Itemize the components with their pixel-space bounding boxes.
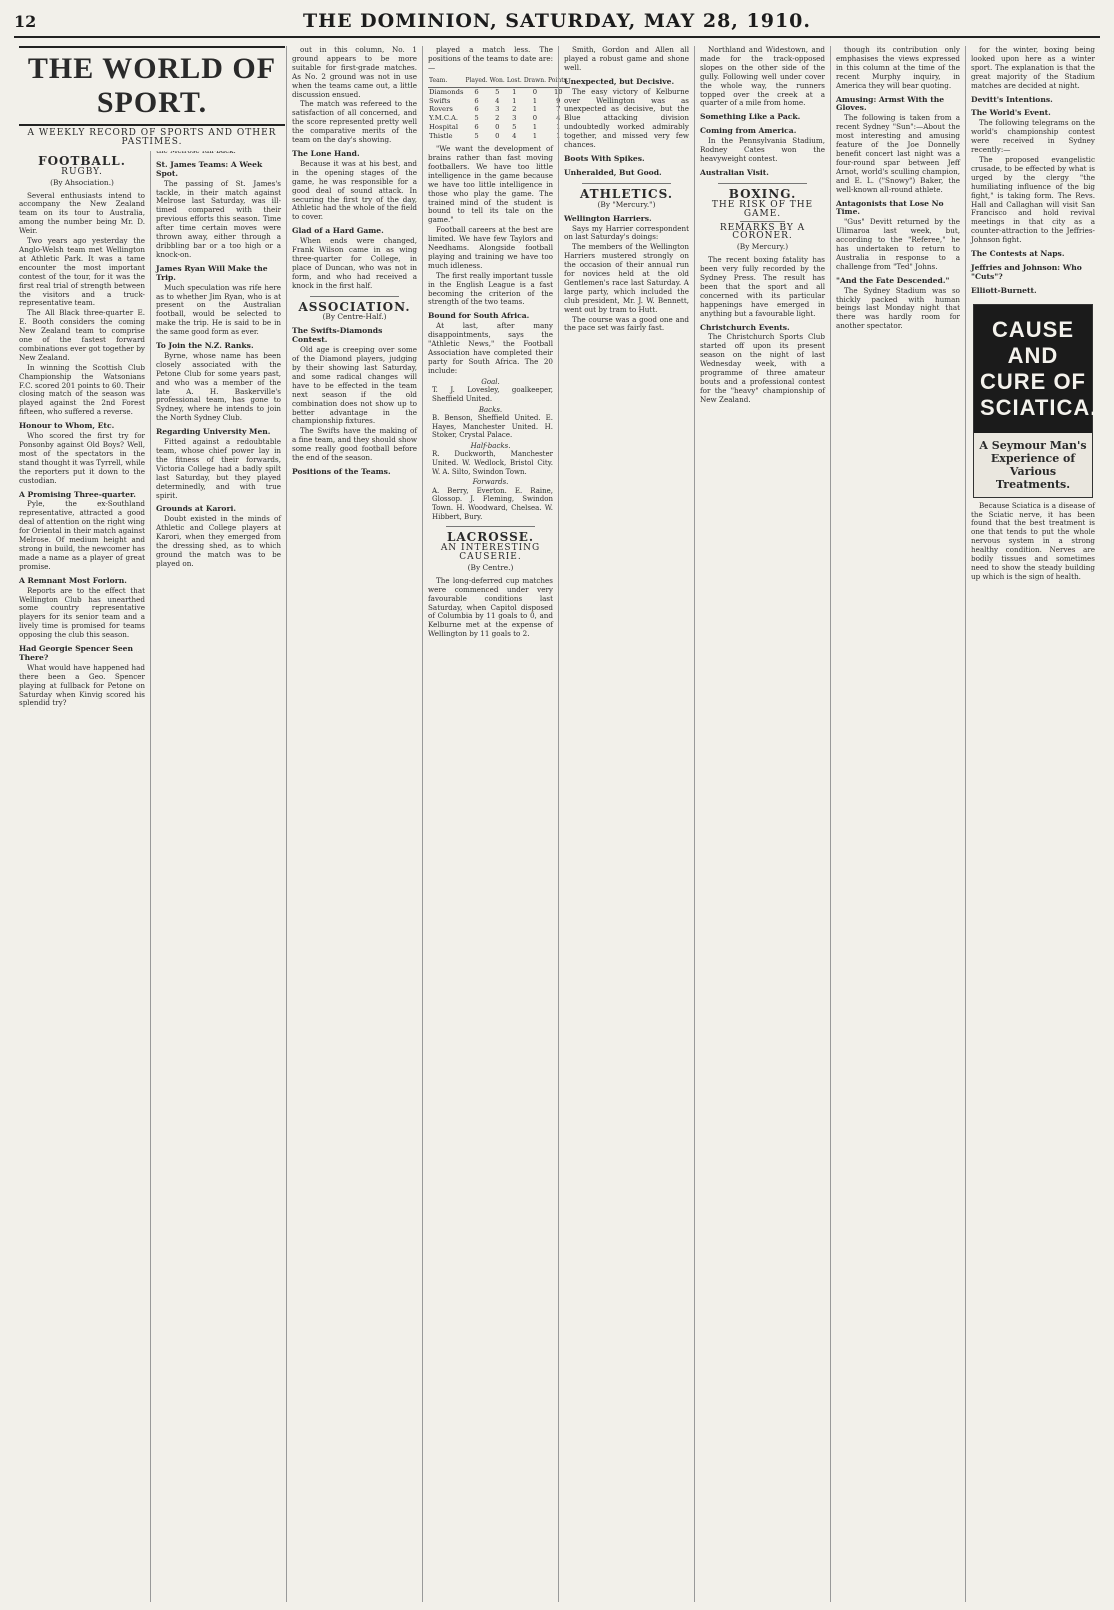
boxing-subheading-2: REMARKS BY A CORONER. (719, 222, 806, 242)
subhead-honour: Honour to Whom, Etc. (19, 421, 115, 431)
lacrosse-para: The long-deferred cup matches were commenced under very favourable conditions last Saturday, when Capitol disposed of Columbia by 11 goals to 0, and Kelburne met at the expense of Wellington by 11 goals to 2. (428, 575, 553, 639)
team-pos-goal: Goal. (481, 377, 500, 386)
team-names-halfbacks: R. Duckworth, Manchester United. W. Wedlock, Bristol City. W. A. Silto, Swindon Town. (432, 450, 553, 476)
col2-para-6: Doubt existed in the minds of Athletic and College players at Karori, when they emerged from the dressing shed, as to which ground the match was to be played on. (156, 514, 281, 568)
table-cell: 3 (512, 114, 517, 123)
table-cell: 9 (556, 96, 561, 105)
col7-body-extra: The following is taken from a recent Sydney "Sun":—About the most interesting and amusing feature of the Joe Donnelly benefit concert last night was a four-round spar between Jeff Arnot, world's sculling champion, and E. L. ("Snowy") Baker, the well-known all-round athlete. (836, 113, 960, 194)
subhead-swifts-diamonds: The Swifts-Diamonds Contest. (292, 326, 383, 345)
table-cell: 0 (532, 114, 538, 123)
col4-para-2: Football careers at the best are limited. We have few Taylors and Needhams. Alongside football playing and training we have too much idleness. (428, 225, 553, 270)
athletics-para-1: Says my Harrier correspondent on last Saturday's doings: (564, 223, 689, 242)
col5-para-1: Smith, Gordon and Allen all played a robust game and shone well. (564, 45, 689, 72)
col8-para-1: for the winter, boxing being looked upon here as a winter sport. The explanation is that the great majority of the Stadium matches are decided at night. (971, 45, 1095, 90)
football-sub-para-4: What would have happened had there been a Geo. Spencer playing at fullback for Petone on Saturday when Kinvig scored his splendid try? (19, 662, 145, 708)
col3-para-2: The match was refereed to the satisfaction of all concerned, and the score represented pretty well the comparative merits of the team on the day's showing. (292, 99, 417, 145)
football-sub-para-2: Pyle, the ex-Southland representative, attracted a good deal of attention on the right wing for Oriental in their match against Melrose. Of medium height and strong in build, the newcomer has made a name as a player of great promise. (19, 499, 145, 571)
table-cell: 5 (512, 123, 517, 132)
team-list (428, 378, 553, 522)
subhead-boots: Boots With Spikes. (564, 153, 645, 163)
standings-header-team: Team. (428, 76, 464, 87)
subhead-devitt: Devitt's Intentions. (971, 94, 1053, 104)
rugby-subheading: RUGBY. (61, 166, 103, 177)
subhead-unheralded: Unheralded, But Good. (564, 167, 662, 177)
col2-para-3: Much speculation was rife here as to whether Jim Ryan, who is at present on the Australian football, would be selected to make the trip. He is said to be in the same good form as ever. (156, 282, 281, 337)
subhead-australian-visit: Australian Visit. (700, 167, 769, 177)
sciatica-advertisement (973, 304, 1098, 498)
ad-title: CAUSE AND CURE OF SCIATICA. (974, 305, 1092, 433)
table-row (428, 114, 570, 123)
subhead-pack: Something Like a Pack. (700, 112, 801, 122)
table-cell: 5 (474, 132, 479, 141)
standings-header-drawn: Drawn. (523, 76, 547, 87)
subhead-spencer: Had Georgie Spencer Seen There? (19, 644, 134, 662)
subhead-jeffries: Jeffries and Johnson: Who "Cuts"? (971, 262, 1082, 281)
boxing-para: The recent boxing fatality has been very fully recorded by the Sydney Press. The result has been that the sport and all concerned with its particular happenings have emerged in anything but a favourable light. (700, 255, 825, 318)
team-pos-backs: Backs. (478, 405, 503, 414)
table-cell: 6 (474, 87, 479, 96)
column-3 (286, 46, 422, 1602)
association-para-1: Old age is creeping over some of the Diamond players, judging by their showing last Saturday, and some radical changes will have to be effected in the team next season if the old combination does not show up to better advantage in the championship fixtures. (292, 345, 417, 426)
table-cell: 3 (495, 105, 500, 114)
table-cell: 6 (474, 96, 479, 105)
col3-para-4: When ends were changed, Frank Wilson came in as wing three-quarter for College, in place of Duncan, who was not in form, and who had received a knock in the first half. (292, 236, 417, 290)
col4-team-intro: At last, after many disappointments, says the "Athletic News," the Football Association have completed their party for South Africa. The 20 include: (428, 321, 553, 375)
subhead-karori: Grounds at Karori. (156, 504, 237, 514)
feature-title: THE WORLD OF SPORT. (19, 46, 285, 126)
table-cell: Rovers (429, 105, 453, 114)
standings-header-won: Won. (489, 76, 506, 87)
subhead-ryan: James Ryan Will Make the Trip. (156, 263, 268, 282)
table-cell: 0 (495, 123, 500, 132)
team-names-forwards: A. Berry, Everton. E. Raine, Glossop. J. Fleming, Swindon Town. H. Woodward, Chelsea. W. Hibbert, Bury. (432, 486, 553, 521)
ad-subtitle: A Seymour Man's Experience of Various Treatments. (979, 438, 1087, 491)
column-6 (694, 46, 830, 1602)
col7-fate-para: The Sydney Stadium was so thickly packed with human beings last Monday night that there was hardly room for another spectator. (836, 285, 960, 331)
table-row (428, 105, 570, 114)
col7-para-1: though its contribution only emphasises the views expressed in this column at the time of the recent Murphy inquiry, in America they will bear quoting. (836, 45, 960, 90)
table-row (428, 123, 570, 132)
table-cell: 0 (532, 87, 538, 96)
col6-para-1: Northland and Widestown, and made for the track-opposed slopes on the other side of the gully. Following well under cover the whole way, the runners topped over the creek at a quarter of a mile from home. (700, 45, 825, 108)
feature-subtitle: A WEEKLY RECORD OF SPORTS AND OTHER PASTIMES. (19, 126, 285, 151)
col4-para-3: The first really important tussle in the English League is a fast becoming the criterion of the strength of the two teams. (428, 270, 553, 307)
table-cell: Y.M.C.A. (429, 114, 459, 123)
table-cell: 6 (474, 105, 479, 114)
football-heading: FOOTBALL. (38, 153, 126, 168)
table-cell: 1 (556, 132, 561, 141)
table-cell: 5 (495, 87, 500, 96)
team-names-goal: T. J. Lovesley, goalkeeper, Sheffield United. (432, 386, 553, 403)
col2-para-5: Fitted against a redoubtable team, whose chief power lay in the fitness of their forwards, Victoria College had a badly spilt last Saturday, but they played determinedly, and with true spirit. (156, 437, 281, 500)
team-pos-forwards: Forwards. (472, 478, 509, 487)
table-row (428, 97, 570, 106)
table-row (428, 87, 570, 96)
page-header (14, 6, 1100, 38)
subhead-christchurch: Christchurch Events. (700, 322, 790, 332)
boxing-byline: (By Mercury.) (736, 242, 789, 252)
table-cell: 1 (532, 123, 538, 132)
section-rule (310, 296, 399, 297)
standings-header-played: Played. (464, 76, 488, 87)
ad-para: Because Sciatica is a disease of the Sciatic nerve, it has been found that the best treatment is one that tends to put the whole nervous system in a strong healthy condition. Nerves are bodily tissues and sometimes need to show the steady building up which is the sign of health. (971, 500, 1095, 581)
newspaper-columns (14, 46, 1100, 1602)
page-number: 12 (14, 11, 37, 31)
football-byline: (By Ahsociation.) (50, 177, 114, 187)
table-cell: 6 (474, 123, 479, 132)
team-names-backs: B. Benson, Sheffield United. E. Hayes, Manchester United. H. Stoker, Crystal Palace. (432, 414, 553, 440)
table-row (428, 132, 570, 141)
athletics-para-3: The course was a good one and the pace set was fairly fast. (564, 314, 689, 333)
table-cell: 1 (512, 87, 517, 96)
table-cell: 7 (556, 105, 561, 114)
table-cell: 1 (512, 96, 517, 105)
standings-header-points: Points. (547, 76, 570, 87)
col8-body-extra: The proposed evangelistic crusade, to be effected by what is urged by the clergy "the humiliating influence of the big fight," is taking form. The Revs. Hall and Callaghan will visit San Francisco and hold revival meetings in that city as a counter-attraction to the Jeffries-Johnson fight. (971, 154, 1095, 245)
boxing-subheading: THE RISK OF THE GAME. (711, 199, 814, 219)
standings-header-lost: Lost. (506, 76, 523, 87)
table-cell: Thistle (429, 132, 453, 141)
football-sub-para-1: Who scored the first try for Ponsonby against Old Boys? Well, most of the spectators in the stand thought it was Tyrrell, while the reporters put it down to the custodian. (19, 431, 145, 485)
standings-header-row (428, 76, 570, 87)
col8-para-2: The following telegrams on the world's championship contest were received in Sydney recently:— (971, 118, 1095, 155)
subhead-remnant: A Remnant Most Forlorn. (19, 575, 127, 585)
athletics-heading: ATHLETICS. (579, 186, 673, 201)
column-4 (422, 45, 569, 1602)
column-8 (965, 46, 1100, 1602)
table-cell: Hospital (429, 123, 458, 132)
col6-para-2: In the Pennsylvania Stadium, Rodney Cates won the heavyweight contest. (700, 136, 825, 163)
subhead-elliott: Elliott-Burnett. (971, 285, 1037, 295)
column-5 (558, 46, 694, 1602)
association-para-2: The Swifts have the making of a fine team, and they should show some really good football before the end of the season. (292, 426, 417, 463)
standings-table (428, 76, 570, 141)
subhead-fate: "And the Fate Descended." (836, 275, 950, 285)
table-cell: 2 (495, 114, 500, 123)
football-para-1: Several enthusiasts intend to accompany the New Zealand team on its tour to Australia, among the number being Mr. D. Weir. (19, 190, 145, 236)
football-sub-para-3: Reports are to the effect that Wellington Club has unearthed some country representative players for its senior team and a lively time is promised for teams opposing the club this season. (19, 585, 145, 640)
col7-para-2: "Gus" Devitt returned by the Ulimaroa last week, but, according to the "Referee," he has undertaken to return to Australia in response to a challenge from "Ted" Johns. (836, 217, 960, 271)
subhead-america: Coming from America. (700, 126, 797, 136)
christchurch-para: The Christchurch Sports Club started off upon its present season on the night of last Wednesday week, with a programme of three amateur bouts and a professional contest for the "heavy" championship of New Zealand. (700, 332, 825, 404)
subhead-world-event: The World's Event. (971, 108, 1051, 118)
football-para-4: In winning the Scottish Club Championship the Watsonians F.C. scored 201 points to 60. Their closing match of the season was played against the 2nd Forest fifteen, who suffered a reverse. (19, 362, 145, 417)
table-cell: 1 (532, 132, 538, 141)
subhead-naps: The Contests at Naps. (971, 249, 1065, 259)
association-heading: ASSOCIATION. (298, 299, 411, 314)
col3-para-3: Because it was at his best, and in the opening stages of the game, he was responsible for a good deal of sound attack. In securing the first try of the day, Athletic had the whole of the field to cover. (292, 158, 417, 222)
col4-para-1: "We want the development of brains rather than fast moving footballers. We have too little intelligence in the game because we have too little intelligence in those who play the game. The trained mind of the student is bound to tell its tale on the game." (428, 144, 553, 225)
section-rule (718, 183, 807, 184)
subhead-unexpected: Unexpected, but Decisive. (564, 76, 675, 86)
table-cell: 4 (512, 132, 517, 141)
association-byline: (By Centre-Half.) (322, 312, 387, 322)
table-cell: Diamonds (429, 87, 464, 96)
subhead-university: Regarding University Men. (156, 427, 271, 437)
table-cell: 1 (556, 123, 561, 132)
subhead-st-james: St. James Teams: A Week Spot. (156, 159, 263, 178)
subhead-hard-game: Glad of a Hard Game. (292, 226, 384, 236)
table-cell: 2 (512, 105, 517, 114)
table-cell: 1 (532, 105, 538, 114)
subhead-lone-hand: The Lone Hand. (292, 148, 360, 158)
subhead-join-nz: To Join the N.Z. Ranks. (156, 341, 254, 351)
table-cell: 1 (532, 96, 538, 105)
col5-para-2: The easy victory of Kelburne over Wellington was as unexpected as decisive, but the Blue attacking division undoubtedly worked admirably together, and missed very few chances. (564, 86, 689, 150)
column-7 (830, 46, 965, 1602)
athletics-para-2: The members of the Wellington Harriers mustered strongly on the occasion of their annual run for novices held at the old Gentlemen's race last Saturday. A large party, which included the club president, Mr. J. W. Bennett, went out by tram to Hutt. (564, 242, 689, 314)
subhead-positions: Positions of the Teams. (292, 466, 391, 476)
football-para-2: Two years ago yesterday the Anglo-Welsh team met Wellington at Athletic Park. It was a tame encounter the most important contest of the tour, for it was the first real trial of strength between the visitors and a truck-representative team. (19, 236, 145, 308)
table-cell: Swifts (429, 96, 451, 105)
col3-para-1: out in this column, No. 1 ground appears to be more suitable for first-grade matches. As No. 2 ground was not in use when the teams came out, a little discussion ensued. (292, 45, 417, 99)
column-2 (150, 138, 286, 1602)
subhead-wellington-harriers: Wellington Harriers. (564, 213, 652, 223)
section-rule (582, 183, 671, 184)
athletics-byline: (By "Mercury.") (597, 199, 656, 209)
team-pos-halfbacks: Half-backs. (470, 441, 511, 450)
table-cell: 0 (495, 132, 500, 141)
col2-para-2: The passing of St. James's tackle, in their match against Melrose last Saturday, was ill-timed compared with their previous efforts this season. Time after time certain moves were thrown away, either through a dribbling bar or a too high or a knock-on. (156, 178, 281, 259)
col4-intro: played a match less. The positions of the teams to date are:— (428, 45, 553, 72)
football-para-3: The All Black three-quarter E. E. Booth considers the coming New Zealand team to comprise one of the fastest forward combinations ever got together by New Zealand. (19, 308, 145, 362)
subhead-amusing: Amusing: Armst With the Gloves. (836, 94, 945, 113)
table-cell: 4 (495, 96, 500, 105)
subhead-promising: A Promising Three-quarter. (19, 489, 136, 499)
table-cell: 4 (556, 114, 561, 123)
table-cell: 10 (553, 87, 563, 96)
boxing-rule (740, 221, 785, 222)
lacrosse-subheading: AN INTERESTING CAUSERIE. (440, 543, 541, 563)
subhead-antagonists: Antagonists that Lose No Time. (836, 198, 944, 217)
lacrosse-heading: LACROSSE. (446, 530, 535, 545)
subhead-south-africa: Bound for South Africa. (428, 311, 530, 321)
masthead: THE DOMINION, SATURDAY, MAY 28, 1910. (302, 10, 812, 32)
boxing-heading: BOXING. (728, 186, 797, 201)
table-cell: 5 (474, 114, 479, 123)
section-rule (446, 526, 535, 527)
col2-para-4: Byrne, whose name has been closely associated with the Petone Club for some years past, and who was a member of the late A. H. Baskerville's professional team, has gone to Sydney, where he intends to join the North Sydney Club. (156, 350, 281, 423)
lacrosse-byline: (By Centre.) (467, 562, 514, 572)
